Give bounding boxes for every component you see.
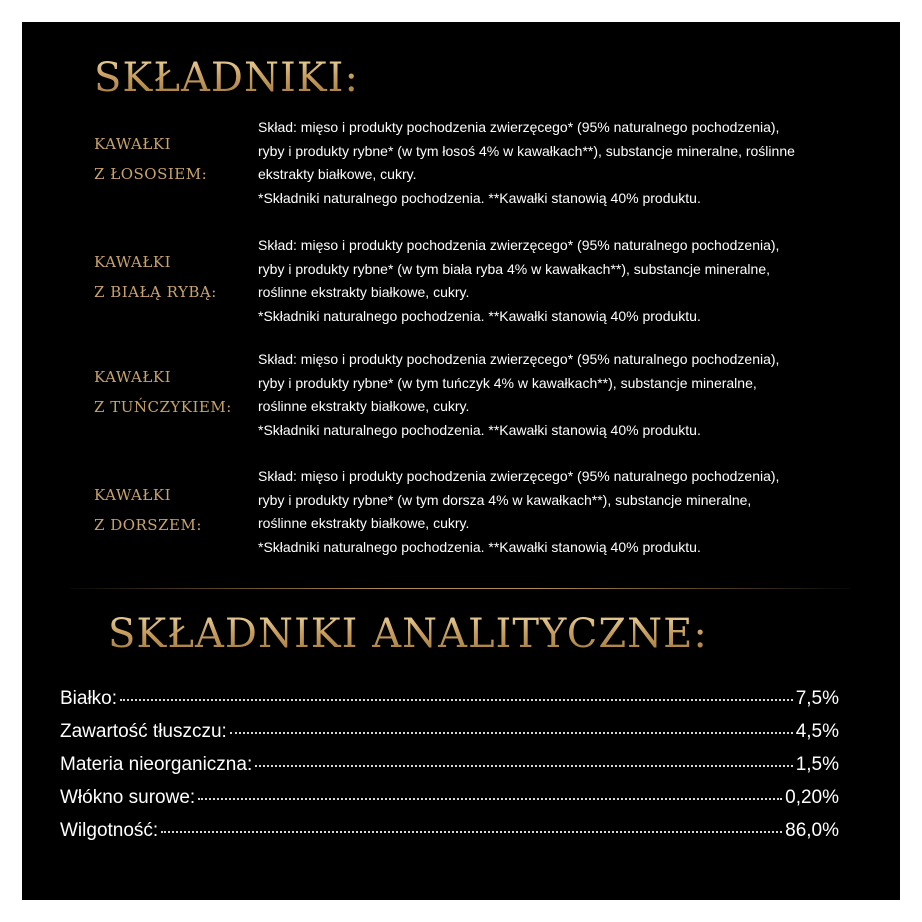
variant-label-line1: KAWAŁKI bbox=[94, 135, 171, 153]
analytical-value: 4,5% bbox=[795, 721, 839, 742]
analytical-name: Wilgotność: bbox=[60, 820, 159, 841]
ingredients-heading: SKŁADNIKI: bbox=[94, 55, 359, 101]
description-footnote: *Składniki naturalnego pochodzenia. **Kawałki stanowią 40% produktu. bbox=[258, 307, 701, 324]
variant-label-tuna bbox=[94, 362, 232, 422]
description-line: Skład: mięso i produkty pochodzenia zwierzęcego* (95% naturalnego pochodzenia), bbox=[258, 237, 780, 253]
variant-description-tuna bbox=[258, 348, 779, 442]
description-line: Skład: mięso i produkty pochodzenia zwierzęcego* (95% naturalnego pochodzenia), bbox=[258, 351, 780, 367]
dot-leader bbox=[161, 831, 782, 833]
analytical-heading: SKŁADNIKI ANALITYCZNE: bbox=[108, 611, 708, 657]
variant-label-white-fish bbox=[94, 247, 217, 307]
description-line: ryby i produkty rybne* (w tym dorsza 4% w kawałkach**), substancje mineralne, bbox=[258, 491, 752, 508]
variant-label-line2: Z BIAŁĄ RYBĄ: bbox=[94, 283, 217, 301]
dot-leader bbox=[255, 765, 792, 767]
variant-label-line1: KAWAŁKI bbox=[94, 486, 171, 504]
analytical-row-protein bbox=[60, 688, 839, 721]
analytical-table bbox=[60, 688, 839, 853]
ingredients-panel bbox=[22, 22, 900, 900]
section-divider bbox=[70, 588, 850, 589]
variant-label-salmon bbox=[94, 129, 207, 189]
description-footnote: *Składniki naturalnego pochodzenia. **Kawałki stanowią 40% produktu. bbox=[258, 421, 701, 438]
description-line: ekstrakty białkowe, cukry. bbox=[258, 166, 417, 182]
variant-label-line1: KAWAŁKI bbox=[94, 368, 171, 386]
description-line: roślinne ekstrakty białkowe, cukry. bbox=[258, 398, 470, 414]
description-line: ryby i produkty rybne* (w tym tuńczyk 4% w kawałkach**), substancje mineralne, bbox=[258, 374, 757, 391]
description-line: Skład: mięso i produkty pochodzenia zwierzęcego* (95% naturalnego pochodzenia), bbox=[258, 119, 780, 135]
analytical-name: Białko: bbox=[60, 688, 118, 709]
analytical-name: Zawartość tłuszczu: bbox=[60, 721, 227, 742]
analytical-row-fibre bbox=[60, 787, 839, 820]
description-line: Skład: mięso i produkty pochodzenia zwierzęcego* (95% naturalnego pochodzenia), bbox=[258, 468, 780, 484]
analytical-name: Materia nieorganiczna: bbox=[60, 754, 253, 775]
analytical-name: Włókno surowe: bbox=[60, 787, 196, 808]
description-footnote: *Składniki naturalnego pochodzenia. **Kawałki stanowią 40% produktu. bbox=[258, 538, 701, 555]
analytical-row-moisture bbox=[60, 820, 839, 853]
description-line: ryby i produkty rybne* (w tym łosoś 4% w kawałkach**), substancje mineralne, roślinne bbox=[258, 142, 795, 159]
analytical-value: 1,5% bbox=[795, 754, 839, 775]
variant-label-line2: Z ŁOSOSIEM: bbox=[94, 165, 208, 183]
dot-leader bbox=[120, 699, 793, 701]
analytical-row-ash bbox=[60, 754, 839, 787]
description-footnote: *Składniki naturalnego pochodzenia. **Kawałki stanowią 40% produktu. bbox=[258, 189, 701, 206]
dot-leader bbox=[198, 798, 782, 800]
dot-leader bbox=[230, 732, 793, 734]
variant-label-line2: Z TUŃCZYKIEM: bbox=[94, 398, 232, 416]
variant-description-white-fish bbox=[258, 234, 779, 328]
analytical-row-fat bbox=[60, 721, 839, 754]
description-line: ryby i produkty rybne* (w tym biała ryba 4% w kawałkach**), substancje mineralne, bbox=[258, 260, 770, 277]
analytical-value: 86,0% bbox=[785, 820, 839, 841]
variant-label-line1: KAWAŁKI bbox=[94, 253, 171, 271]
variant-label-cod bbox=[94, 480, 202, 540]
variant-label-line2: Z DORSZEM: bbox=[94, 516, 202, 534]
variant-description-cod bbox=[258, 465, 779, 559]
description-line: roślinne ekstrakty białkowe, cukry. bbox=[258, 515, 470, 531]
variant-description-salmon bbox=[258, 116, 795, 210]
analytical-value: 7,5% bbox=[795, 688, 839, 709]
analytical-value: 0,20% bbox=[785, 787, 839, 808]
description-line: roślinne ekstrakty białkowe, cukry. bbox=[258, 284, 470, 300]
